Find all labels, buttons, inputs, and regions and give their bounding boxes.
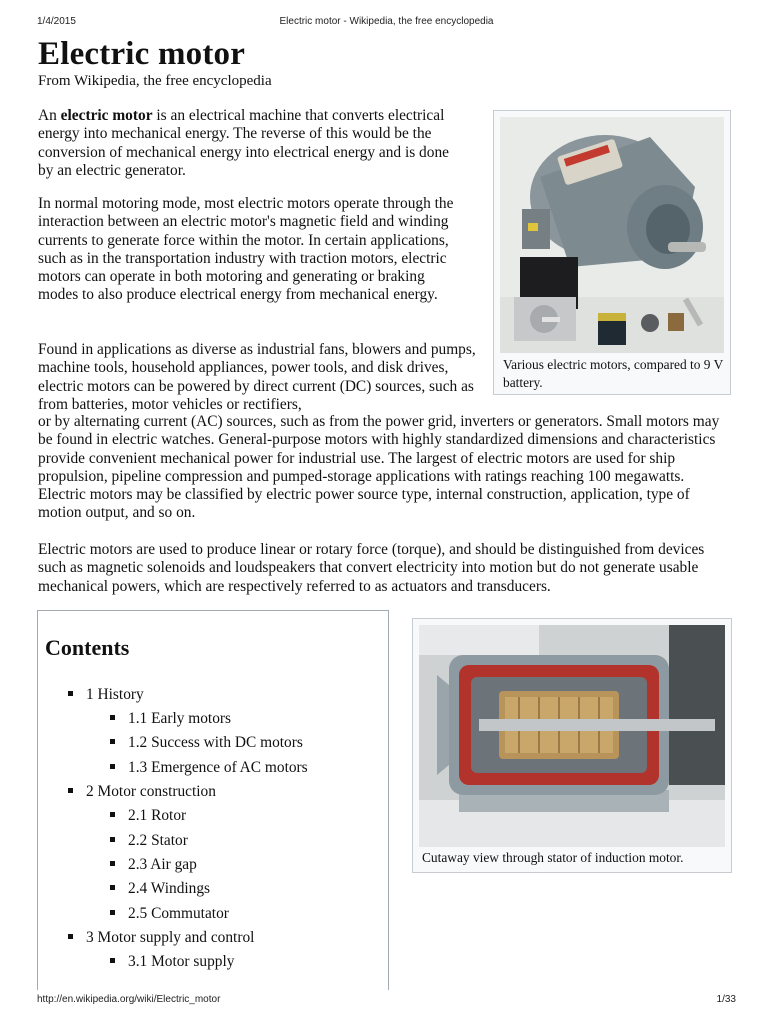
toc-item-commutator[interactable]: 2.5 Commutator [110, 905, 229, 923]
bullet [68, 934, 73, 939]
bullet [110, 812, 115, 817]
table-of-contents [37, 610, 389, 990]
print-url: http://en.wikipedia.org/wiki/Electric_motor [37, 994, 221, 1005]
intro-paragraph-3-end: or by alternating current (AC) sources, such as from the power grid, inverters or generators. Small motors may be found in electric watches. General-purpose motors with highly standardized dimensions and characteristics provide convenient mechanical power for industrial use. The largest of electric motors are used for ship propulsion, pipeline compression and pumped-storage applications with ratings reaching 100 megawatts. Electric motors may be classified by electric power source type, internal construction, application, type of motion output, and so on. [38, 413, 720, 522]
intro-paragraph-2: In normal motoring mode, most electric motors operate through the interaction between an electric motor's magnetic field and winding currents to generate force within the motor. In certain applications, such as in the transportation industry with traction motors, electric motors can operate in both motoring and generating or braking modes to also produce electrical energy from mechanical energy. [38, 195, 454, 304]
page-number: 1/33 [716, 994, 736, 1005]
toc-item-motor-construction[interactable]: 2 Motor construction [68, 783, 216, 801]
intro-paragraph-4: Electric motors are used to produce linear or rotary force (torque), and should be distinguished from devices such as magnetic solenoids and loudspeakers that convert electricity into motion but do not generate usable mechanical powers, which are respectively referred to as actuators and transducers. [38, 541, 705, 595]
toc-item-early-motors[interactable]: 1.1 Early motors [110, 710, 231, 728]
bullet [110, 739, 115, 744]
toc-item-windings[interactable]: 2.4 Windings [110, 880, 210, 898]
bullet [110, 861, 115, 866]
toc-item-history[interactable]: 1 History [68, 686, 144, 704]
cutaway-caption: Cutaway view through stator of induction motor. [422, 850, 684, 865]
toc-item-stator[interactable]: 2.2 Stator [110, 832, 188, 850]
cutaway-motor-image[interactable] [419, 625, 725, 847]
bold-term: electric motor [60, 107, 153, 124]
motors-caption: Various electric motors, compared to 9 V battery. [503, 357, 724, 390]
bullet [110, 885, 115, 890]
cutaway-figure [412, 618, 732, 873]
toc-item-ac-motors[interactable]: 1.3 Emergence of AC motors [110, 759, 308, 777]
toc-title: Contents [45, 635, 130, 660]
toc-item-rotor[interactable]: 2.1 Rotor [110, 807, 186, 825]
toc-item-supply-control[interactable]: 3 Motor supply and control [68, 929, 254, 947]
toc-item-dc-motors[interactable]: 1.2 Success with DC motors [110, 734, 303, 752]
print-date: 1/4/2015 [37, 16, 76, 27]
toc-item-air-gap[interactable]: 2.3 Air gap [110, 856, 197, 874]
bullet [110, 958, 115, 963]
print-footer [37, 994, 736, 1008]
intro-paragraph-3-start: Found in applications as diverse as industrial fans, blowers and pumps, machine tools, household appliances, power tools, and disk drives, electric motors can be powered by direct current (DC) sources, such as from batteries, motor vehicles or rectifiers, [38, 341, 476, 413]
bullet [110, 910, 115, 915]
toc-item-motor-supply[interactable]: 3.1 Motor supply [110, 953, 234, 971]
bullet [110, 764, 115, 769]
print-header [37, 16, 736, 30]
electric-motors-image[interactable] [500, 117, 724, 353]
bullet [68, 788, 73, 793]
article-title: Electric motor [38, 36, 246, 72]
print-page-title: Electric motor - Wikipedia, the free encyclopedia [279, 16, 494, 27]
article-subtitle: From Wikipedia, the free encyclopedia [38, 73, 272, 89]
intro-paragraph-1: An electric motor is an electrical machine that converts electrical energy into mechanical energy. The reverse of this would be the conversion of mechanical energy into electrical energy and is done by an electric generator. [38, 107, 449, 179]
bullet [68, 691, 73, 696]
bullet [110, 837, 115, 842]
motors-figure [493, 110, 731, 395]
bullet [110, 715, 115, 720]
